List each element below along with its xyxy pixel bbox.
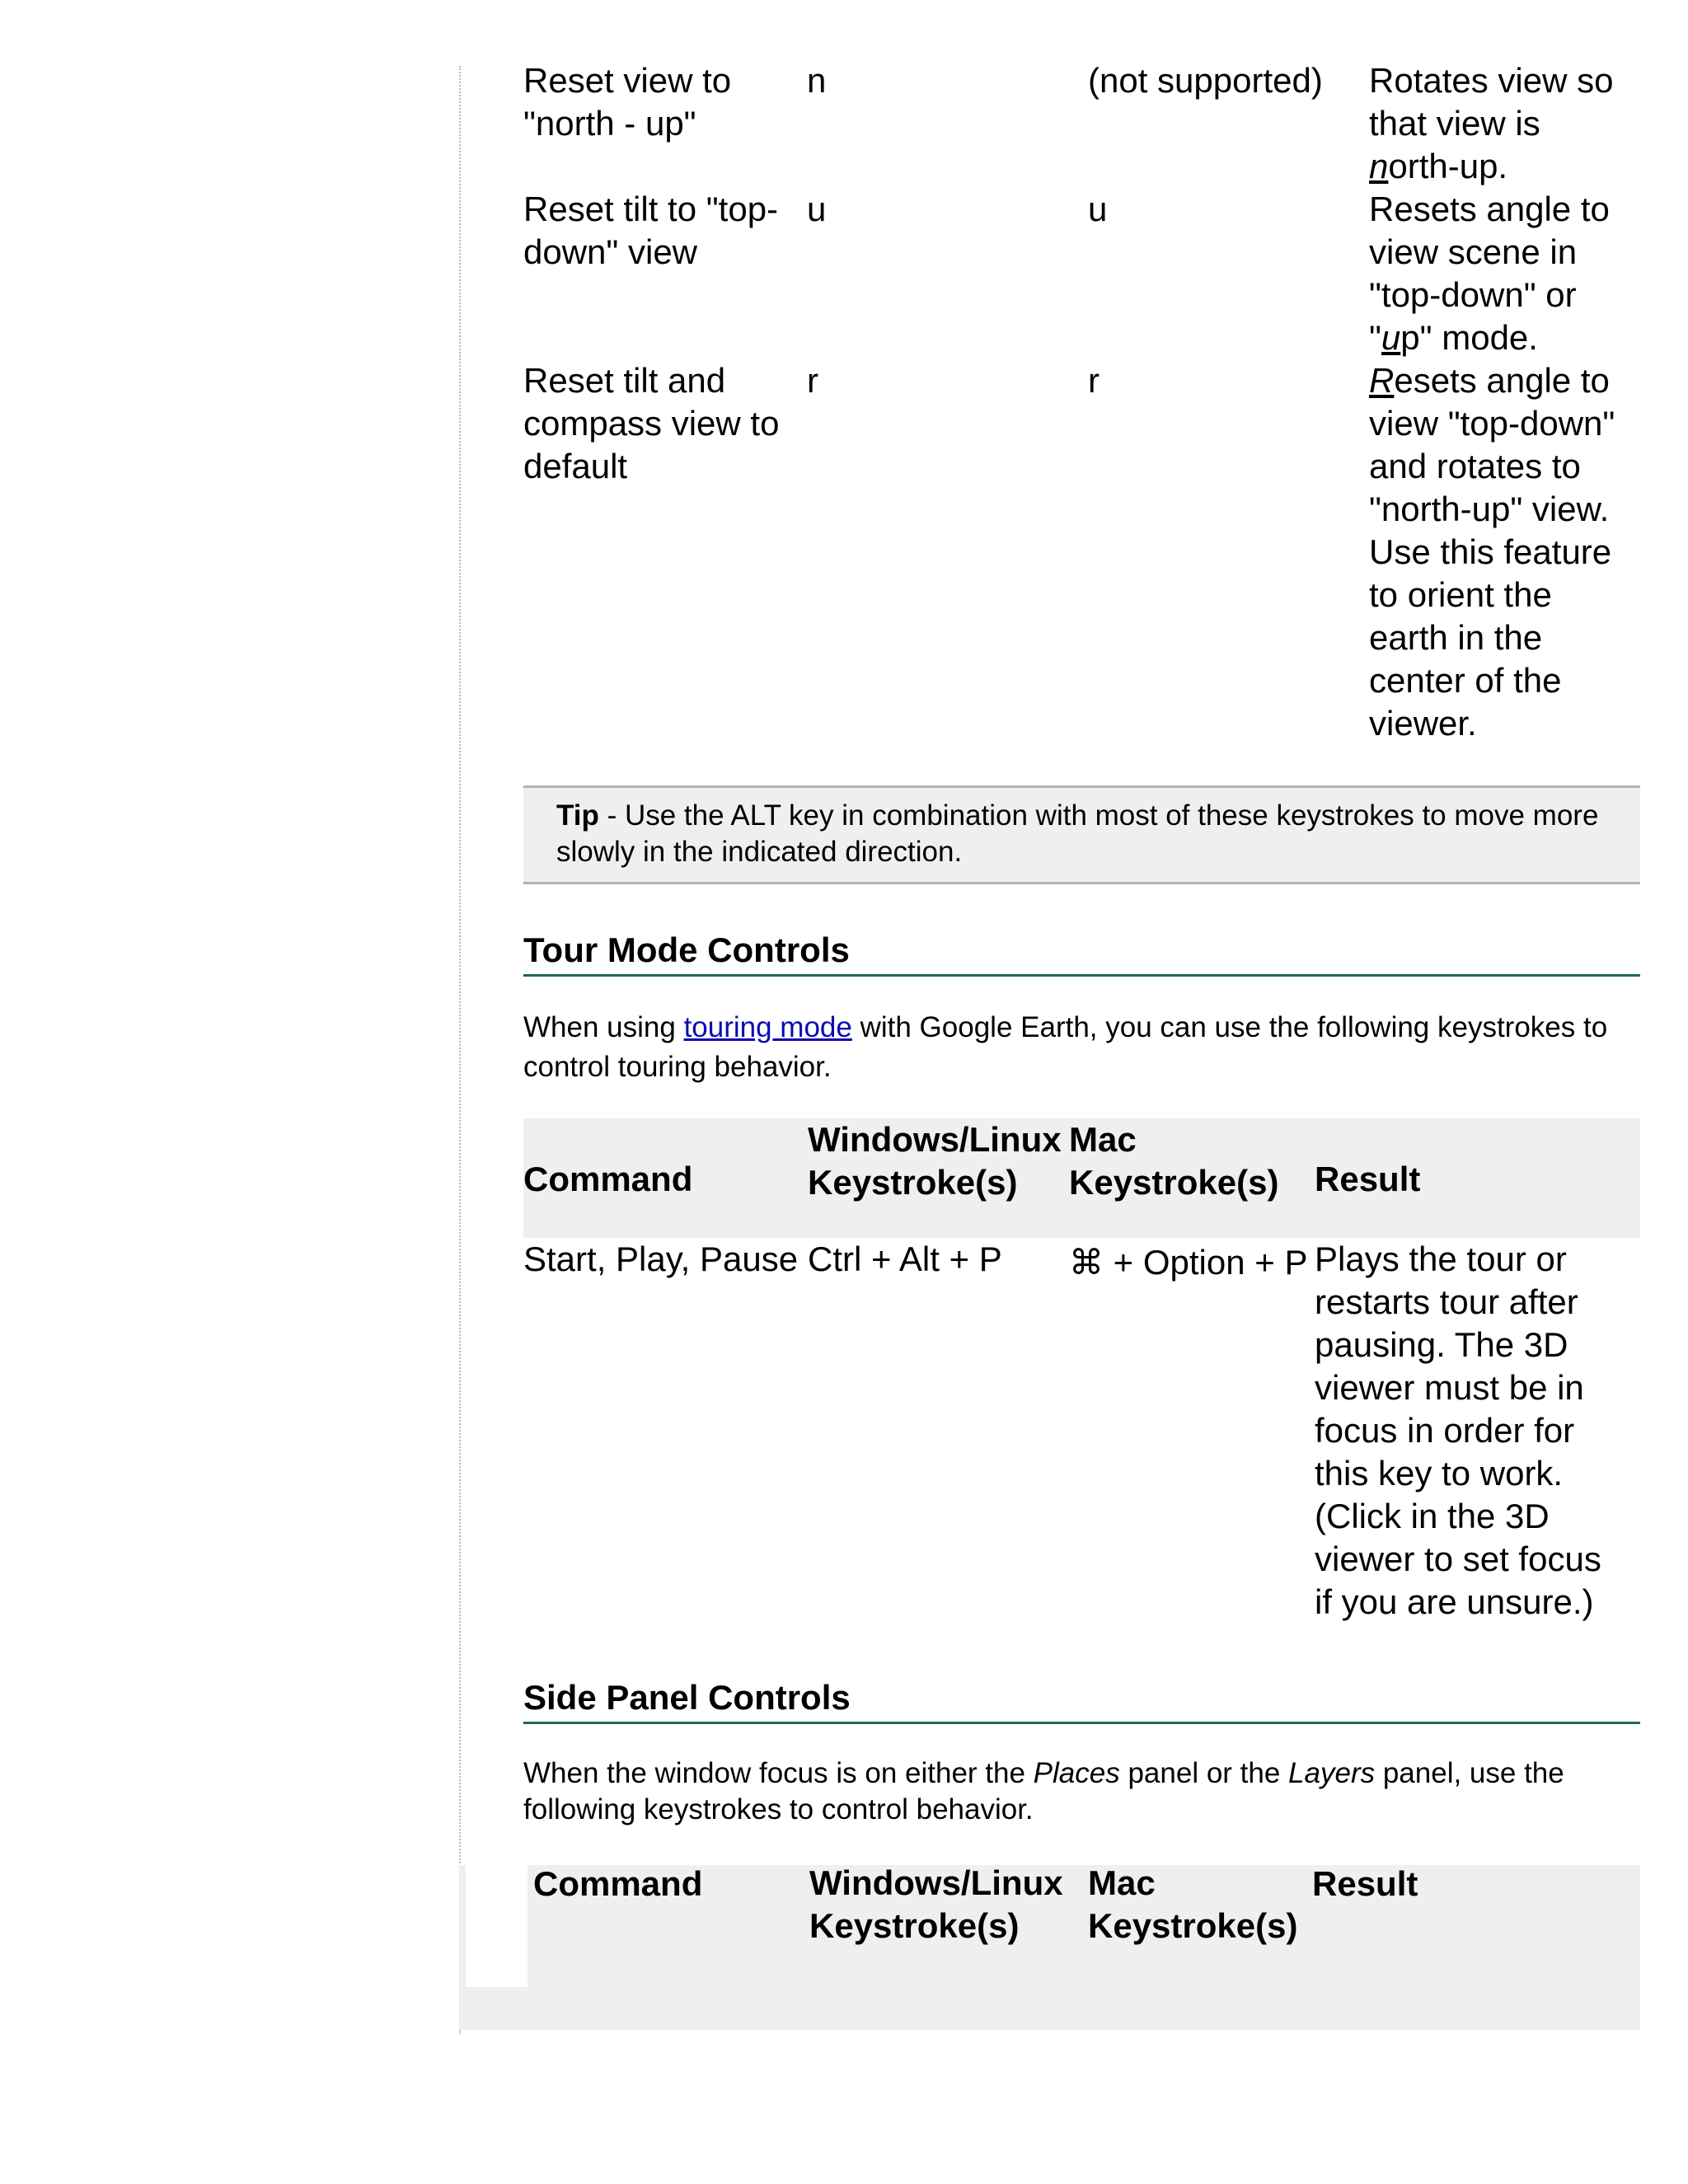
- header-mac: Mac Keystroke(s): [1088, 1863, 1298, 1945]
- result-cell: Plays the tour or restarts tour after pausing. The 3D viewer must be in focus in order for this key to work. (Click in the 3D viewer to set focus if you are unsure.): [1315, 1240, 1601, 1621]
- result-cell: Rotates view so that view is north-up.: [1369, 61, 1614, 185]
- tip-box: [523, 785, 1640, 884]
- tip-label: Tip: [556, 799, 599, 832]
- mac-keystroke-cell: ⌘ + Option + P: [1069, 1243, 1308, 1282]
- command-cell: Reset tilt and compass view to default: [523, 361, 780, 485]
- result-cell: Resets angle to view "top-down" and rotates to "north-up" view. Use this feature to orient the earth in the center of the viewer.: [1369, 361, 1615, 743]
- tour-mode-intro: When using touring mode with Google Earth, you can use the following keystrokes to control touring behavior.: [523, 1011, 1608, 1083]
- command-cell: Reset view to "north - up": [523, 61, 732, 143]
- header-command: Command: [533, 1864, 703, 1903]
- windows-keystroke-cell: u: [807, 190, 827, 228]
- header-command: Command: [523, 1160, 693, 1198]
- windows-keystroke-cell: n: [807, 61, 827, 100]
- command-cell: Start, Play, Pause: [523, 1240, 799, 1278]
- mnemonic-letter: u: [1381, 318, 1401, 357]
- mac-keystroke-cell: r: [1088, 361, 1100, 400]
- side-panel-intro: When the window focus is on either the Places panel or the Layers panel, use the following keystrokes to control behavior.: [523, 1757, 1564, 1825]
- header-windows: Windows/Linux Keystroke(s): [809, 1863, 1063, 1945]
- windows-keystroke-cell: r: [807, 361, 818, 400]
- mac-keystroke-cell: u: [1088, 190, 1108, 228]
- mac-keystroke-cell: (not supported): [1088, 61, 1323, 100]
- table-row: [523, 59, 1640, 188]
- table-row: [523, 359, 1640, 745]
- header-windows: Windows/Linux Keystroke(s): [808, 1120, 1062, 1202]
- mnemonic-letter: R: [1369, 361, 1395, 400]
- header-mac: Mac Keystroke(s): [1069, 1120, 1279, 1202]
- side-table-blank-cell: [466, 1865, 528, 1987]
- table-row: [523, 188, 1640, 359]
- command-cell: Reset tilt to "top-down" view: [523, 190, 779, 271]
- page-margin-rule: [459, 66, 461, 2034]
- touring-mode-link[interactable]: touring mode: [683, 1011, 852, 1043]
- tour-mode-heading: Tour Mode Controls: [523, 930, 1640, 977]
- result-cell: Resets angle to view scene in "top-down" or "up" mode.: [1369, 190, 1610, 357]
- navigation-keys-table: [523, 59, 1640, 745]
- mnemonic-letter: n: [1369, 147, 1389, 185]
- tip-text: - Use the ALT key in combination with most of these keystrokes to move more slowly in the indicated direction.: [556, 799, 1599, 868]
- header-result: Result: [1315, 1160, 1421, 1198]
- tour-table-header: [523, 1118, 1640, 1238]
- header-result: Result: [1312, 1864, 1418, 1903]
- side-panel-heading: Side Panel Controls: [523, 1677, 1640, 1724]
- windows-keystroke-cell: Ctrl + Alt + P: [808, 1240, 1002, 1278]
